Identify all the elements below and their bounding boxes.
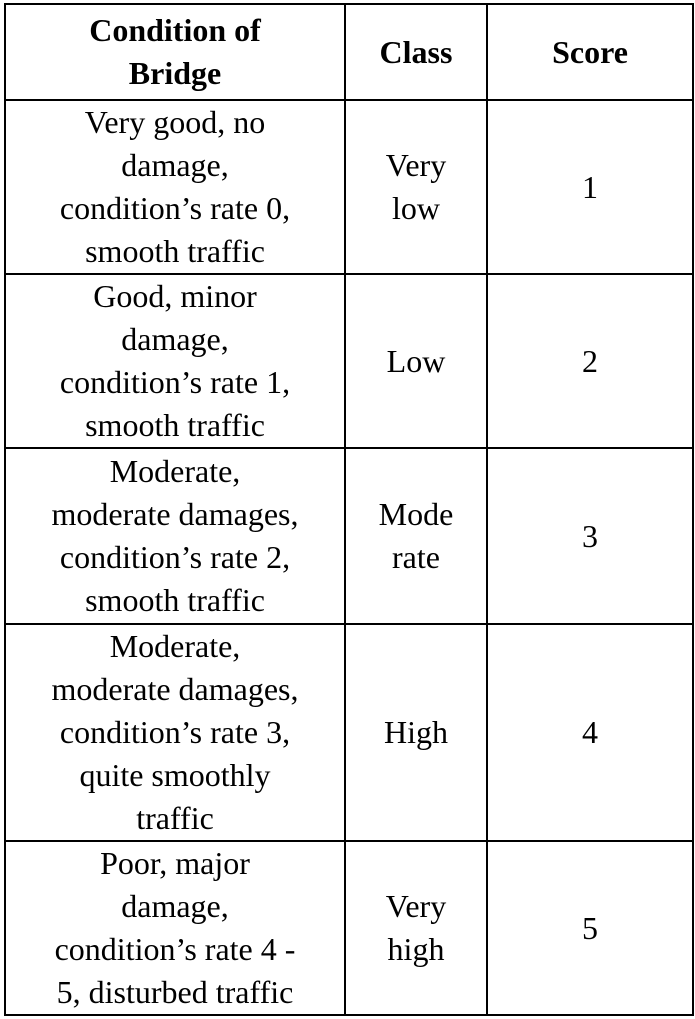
- condition-line: traffic: [136, 800, 214, 836]
- condition-line: moderate damages,: [51, 671, 299, 707]
- table-row: [5, 448, 693, 624]
- condition-line: smooth traffic: [85, 407, 265, 443]
- score-cell: 5: [487, 841, 693, 1015]
- condition-cell: [5, 100, 345, 274]
- condition-line: condition’s rate 3,: [59, 714, 291, 750]
- class-line: Mode: [378, 496, 454, 532]
- class-line: Very: [385, 888, 447, 924]
- class-cell: [345, 274, 487, 448]
- condition-line: moderate damages,: [51, 496, 299, 532]
- class-line: rate: [392, 539, 440, 575]
- condition-line: 5, disturbed traffic: [56, 974, 294, 1010]
- condition-line: Moderate,: [109, 628, 241, 664]
- header-class: Class: [345, 4, 487, 100]
- class-cell: [345, 624, 487, 841]
- table-row: [5, 274, 693, 448]
- class-cell: [345, 100, 487, 274]
- condition-line: damage,: [121, 888, 229, 924]
- condition-line: smooth traffic: [85, 582, 265, 618]
- header-condition-of-bridge: [5, 4, 345, 100]
- condition-line: damage,: [121, 147, 229, 183]
- class-line: high: [387, 931, 445, 967]
- table-row: [5, 624, 693, 841]
- score-cell: 1: [487, 100, 693, 274]
- condition-line: condition’s rate 0,: [59, 190, 291, 226]
- condition-line: smooth traffic: [85, 233, 265, 269]
- table-header-row: [5, 4, 693, 100]
- table-row: [5, 100, 693, 274]
- condition-line: quite smoothly: [79, 757, 271, 793]
- score-cell: 4: [487, 624, 693, 841]
- class-cell: [345, 448, 487, 624]
- condition-cell: [5, 841, 345, 1015]
- header-condition-line: Condition of: [89, 12, 261, 48]
- table-row: [5, 841, 693, 1015]
- class-line: High: [384, 714, 448, 750]
- score-cell: 2: [487, 274, 693, 448]
- header-condition-line: Bridge: [128, 55, 222, 91]
- condition-line: condition’s rate 4 -: [54, 931, 296, 967]
- condition-line: Good, minor: [93, 278, 257, 314]
- condition-line: Poor, major: [100, 845, 250, 881]
- class-line: low: [392, 190, 440, 226]
- condition-cell: [5, 274, 345, 448]
- class-line: Low: [386, 342, 446, 379]
- condition-cell: [5, 624, 345, 841]
- class-line: Very: [385, 147, 447, 183]
- condition-line: damage,: [121, 321, 229, 357]
- condition-line: condition’s rate 1,: [59, 364, 291, 400]
- condition-cell: [5, 448, 345, 624]
- condition-line: condition’s rate 2,: [59, 539, 291, 575]
- condition-line: Very good, no: [84, 104, 266, 140]
- bridge-condition-table: [4, 3, 694, 1016]
- score-cell: 3: [487, 448, 693, 624]
- class-cell: [345, 841, 487, 1015]
- header-score: Score: [487, 4, 693, 100]
- condition-line: Moderate,: [109, 453, 241, 489]
